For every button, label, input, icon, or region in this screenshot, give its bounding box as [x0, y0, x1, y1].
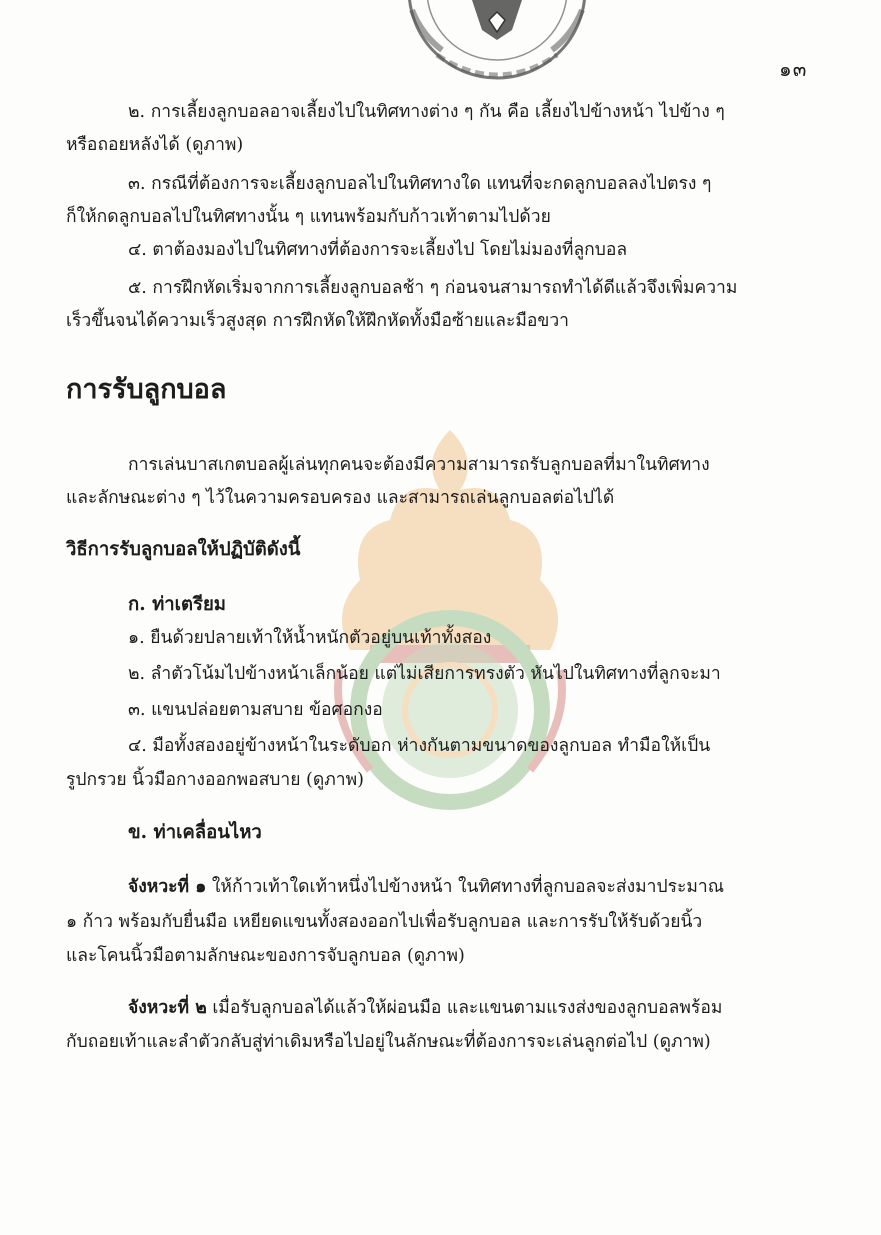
beat-1-line-2: ๑ ก้าว พร้อมกับยื่นมือ เหยียดแขนทั้งสองออกไปเพื่อรับลูกบอล และการรับให้รับด้วยนิ้ว — [66, 912, 703, 932]
beat-2-line-2: กับถอยเท้าและลำตัวกลับสู่ท่าเดิมหรือไปอยู่ในลักษณะที่ต้องการจะเล่นลูกต่อไป (ดูภาพ) — [66, 1032, 711, 1052]
method-heading: วิธีการรับลูกบอลให้ปฏิบัติดังนี้ — [66, 539, 301, 560]
beat-2-line-1 — [128, 996, 722, 1020]
part-a-step-3: ๓. แขนปล่อยตามสบาย ข้อศอกงอ — [128, 700, 383, 720]
item-number: ๓. — [128, 174, 146, 194]
item-2-line-1 — [128, 100, 725, 124]
seal-stamp — [392, 0, 602, 80]
section-title: การรับลูกบอล — [66, 374, 227, 405]
part-a-step-4: ๔. มือทั้งสองอยู่ข้างหน้าในระดับอก ห่างกันตามขนาดของลูกบอล ทำมือให้เป็น — [128, 736, 711, 756]
item-3-line-2: ก็ให้กดลูกบอลไปในทิศทางนั้น ๆ แทนพร้อมกับก้าวเท้าตามไปด้วย — [66, 207, 551, 227]
beat-1-line-3: และโคนนิ้วมือตามลักษณะของการจับลูกบอล (ดูภาพ) — [66, 946, 465, 966]
item-number: ๔. — [128, 240, 147, 260]
beat-2-label: จังหวะที่ ๒ — [128, 998, 207, 1018]
part-a-label: ก. ท่าเตรียม — [128, 594, 226, 615]
item-number: ๕. — [128, 278, 147, 298]
item-text: การฝึกหัดเริ่มจากการเลี้ยงลูกบอลช้า ๆ ก่อนจนสามารถทำได้ดีแล้วจึงเพิ่มความ — [152, 278, 738, 298]
item-text: การเลี้ยงลูกบอลอาจเลี้ยงไปในทิศทางต่าง ๆ กัน คือ เลี้ยงไปข้างหน้า ไปข้าง ๆ — [150, 102, 725, 122]
item-4-line-1 — [128, 238, 627, 262]
item-2-line-2: หรือถอยหลังได้ (ดูภาพ) — [66, 135, 244, 155]
page-number: ๑๓ — [779, 57, 808, 81]
beat-1-label: จังหวะที่ ๑ — [128, 877, 207, 897]
item-5-line-1 — [128, 276, 737, 300]
beat-1-text: ให้ก้าวเท้าใดเท้าหนึ่งไปข้างหน้า ในทิศทางที่ลูกบอลจะส่งมาประมาณ — [211, 877, 724, 897]
intro-line-2: และลักษณะต่าง ๆ ไว้ในความครอบครอง และสามารถเล่นลูกบอลต่อไปได้ — [66, 488, 615, 508]
part-a-step-1: ๑. ยืนด้วยปลายเท้าให้น้ำหนักตัวอยู่บนเท้าทั้งสอง — [128, 628, 492, 648]
item-5-line-2: เร็วขึ้นจนได้ความเร็วสูงสุด การฝึกหัดให้ฝึกหัดทั้งมือซ้ายและมือขวา — [66, 311, 570, 331]
item-3-line-1 — [128, 172, 711, 196]
part-a-step-2: ๒. ลำตัวโน้มไปข้างหน้าเล็กน้อย แต่ไม่เสียการทรงตัว หันไปในทิศทางที่ลูกจะมา — [128, 664, 721, 684]
part-b-label: ข. ท่าเคลื่อนไหว — [128, 822, 262, 843]
item-text: ตาต้องมองไปในทิศทางที่ต้องการจะเลี้ยงไป โดยไม่มองที่ลูกบอล — [152, 240, 628, 260]
part-a-step-4-continued: รูปกรวย นิ้วมือกางออกพอสบาย (ดูภาพ) — [66, 770, 364, 790]
beat-1-line-1 — [128, 875, 724, 899]
intro-line-1: การเล่นบาสเกตบอลผู้เล่นทุกคนจะต้องมีความสามารถรับลูกบอลที่มาในทิศทาง — [128, 455, 710, 475]
item-number: ๒. — [128, 102, 146, 122]
item-text: กรณีที่ต้องการจะเลี้ยงลูกบอลไปในทิศทางใด แทนที่จะกดลูกบอลลงไปตรง ๆ — [151, 174, 712, 194]
beat-2-text: เมื่อรับลูกบอลได้แล้วให้ผ่อนมือ และแขนตามแรงส่งของลูกบอลพร้อม — [212, 998, 723, 1018]
